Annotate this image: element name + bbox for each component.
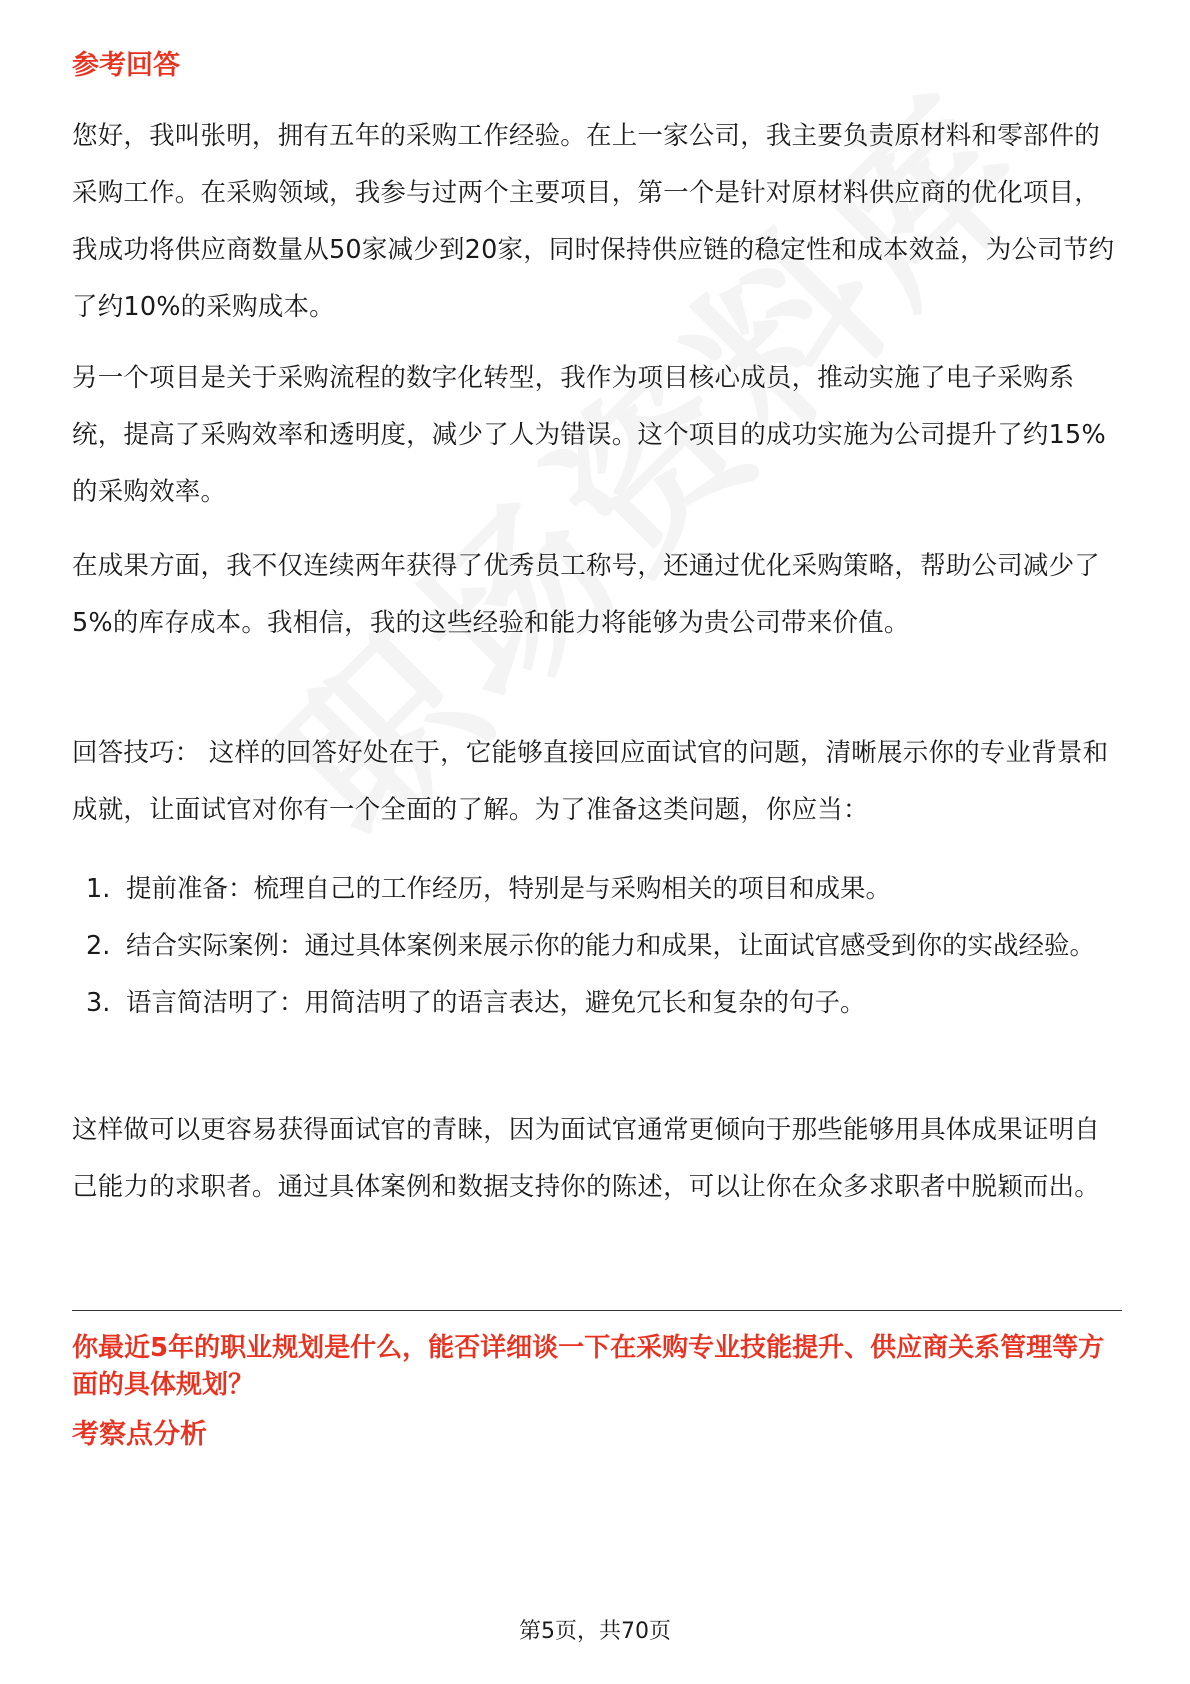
next-section-title: 考察点分析 (72, 1419, 207, 1450)
tips-list (72, 861, 1122, 1032)
tips-intro: 回答技巧： 这样的回答好处在于，它能够直接回应面试官的问题，清晰展示你的专业背景和成就，让面试官对你有一个全面的了解。为了准备这类问题，你应当： (72, 738, 1109, 825)
answer-paragraph-3: 在成果方面，我不仅连续两年获得了优秀员工称号，还通过优化采购策略，帮助公司减少了5%的库存成本。我相信，我的这些经验和能力将能够为贵公司带来价值。 (72, 551, 1101, 638)
section-title: 参考回答 (72, 50, 180, 81)
closing-paragraph: 这样做可以更容易获得面试官的青睐，因为面试官通常更倾向于那些能够用具体成果证明自己能力的求职者。通过具体案例和数据支持你的陈述，可以让你在众多求职者中脱颖而出。 (72, 1115, 1101, 1202)
divider (72, 1310, 1122, 1311)
list-item (72, 918, 1122, 975)
list-item (72, 861, 1122, 918)
list-item (72, 975, 1122, 1032)
page-footer: 第5页，共70页 (519, 1619, 671, 1644)
list-text: 提前准备：梳理自己的工作经历，特别是与采购相关的项目和成果。 (126, 874, 892, 904)
list-number: 1. (86, 874, 111, 904)
answer-paragraph-2: 另一个项目是关于采购流程的数字化转型，我作为项目核心成员，推动实施了电子采购系统，提高了采购效率和透明度，减少了人为错误。这个项目的成功实施为公司提升了约15%的采购效率。 (72, 363, 1106, 507)
answer-paragraph-1: 您好，我叫张明，拥有五年的采购工作经验。在上一家公司，我主要负责原材料和零部件的采购工作。在采购领域，我参与过两个主要项目，第一个是针对原材料供应商的优化项目，我成功将供应商数量从50家减少到20家，同时保持供应链的稳定性和成本效益，为公司节约了约10%的采购成本。 (72, 121, 1115, 322)
list-text: 语言简洁明了：用简洁明了的语言表达，避免冗长和复杂的句子。 (126, 988, 866, 1018)
list-text: 结合实际案例：通过具体案例来展示你的能力和成果，让面试官感受到你的实战经验。 (126, 931, 1096, 961)
list-number: 2. (86, 931, 111, 961)
list-number: 3. (86, 988, 111, 1018)
next-question: 你最近5年的职业规划是什么，能否详细谈一下在采购专业技能提升、供应商关系管理等方面的具体规划？ (72, 1333, 1105, 1400)
